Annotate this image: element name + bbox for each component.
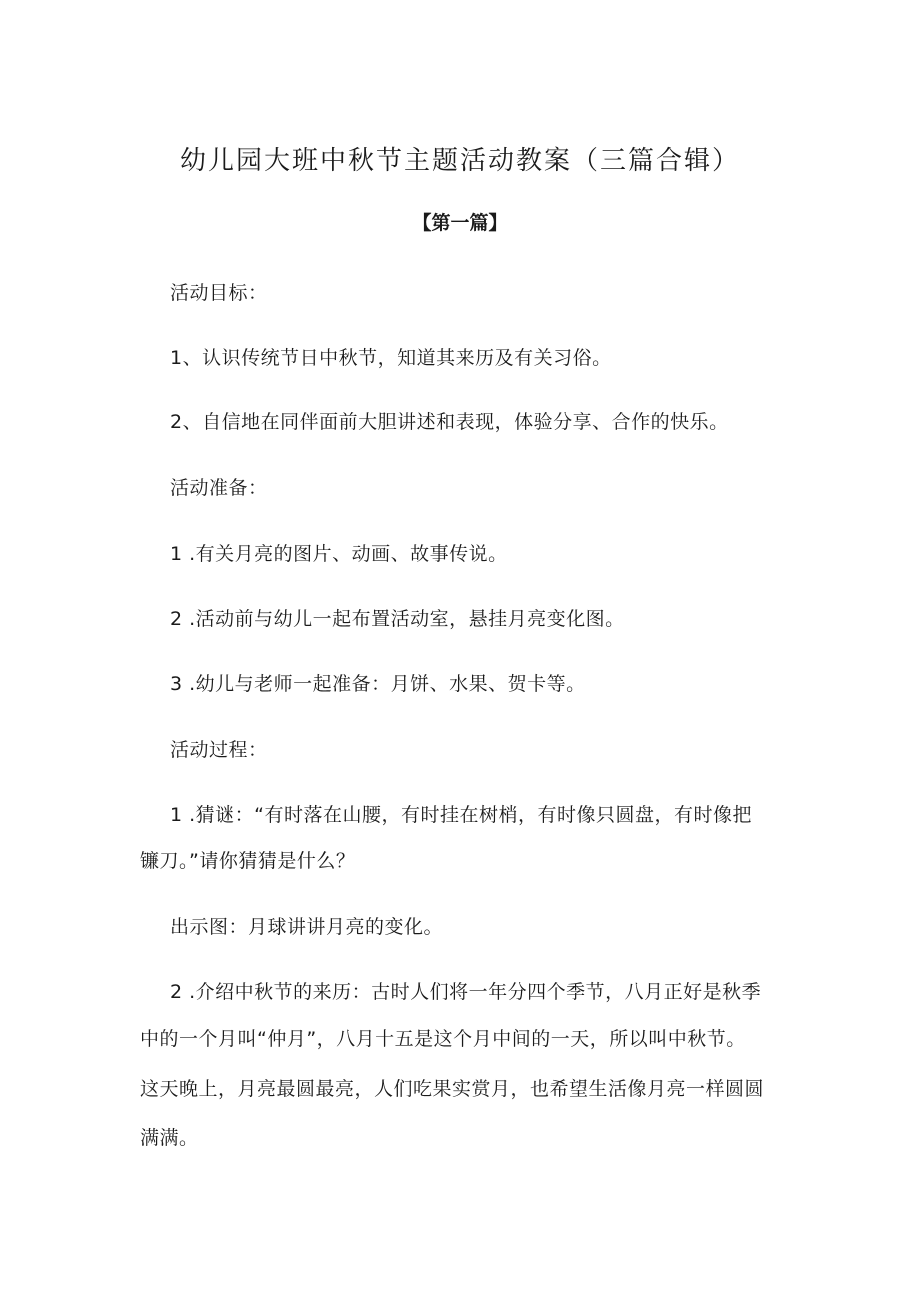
section-heading: 【第一篇】 [412,212,508,234]
process-item-2-line-3: 这天晚上，月亮最圆最亮，人们吃果实赏月，也希望生活像月亮一样圆圆 [140,1078,765,1100]
process-item-2-line-4: 满满。 [140,1127,199,1149]
document-title: 幼儿园大班中秋节主题活动教案（三篇合辑） [179,146,740,176]
process-item-2-line-1: 2 .介绍中秋节的来历：古时人们将一年分四个季节，八月正好是秋季 [170,981,762,1003]
prep-item-2: 2 .活动前与幼儿一起布置活动室，悬挂月亮变化图。 [170,608,625,630]
process-item-1-line-1: 1 .猜谜：“有时落在山腰，有时挂在树梢，有时像只圆盘，有时像把 [170,804,753,826]
heading-activity-preparation: 活动准备： [170,477,268,499]
prep-item-1: 1 .有关月亮的图片、动画、故事传说。 [170,543,508,565]
process-item-2-line-2: 中的一个月叫“仲月”，八月十五是这个月中间的一天，所以叫中秋节。 [140,1028,746,1050]
prep-item-3: 3 .幼儿与老师一起准备：月饼、水果、贺卡等。 [170,673,586,695]
heading-activity-goals: 活动目标： [170,282,268,304]
heading-activity-process: 活动过程： [170,739,268,761]
process-item-1-line-2: 镰刀。”请你猜猜是什么？ [140,850,356,872]
goal-item-1: 1、认识传统节日中秋节，知道其来历及有关习俗。 [170,347,612,369]
goal-item-2: 2、自信地在同伴面前大胆讲述和表现，体验分享、合作的快乐。 [170,411,729,433]
process-note: 出示图：月球讲讲月亮的变化。 [170,916,444,938]
